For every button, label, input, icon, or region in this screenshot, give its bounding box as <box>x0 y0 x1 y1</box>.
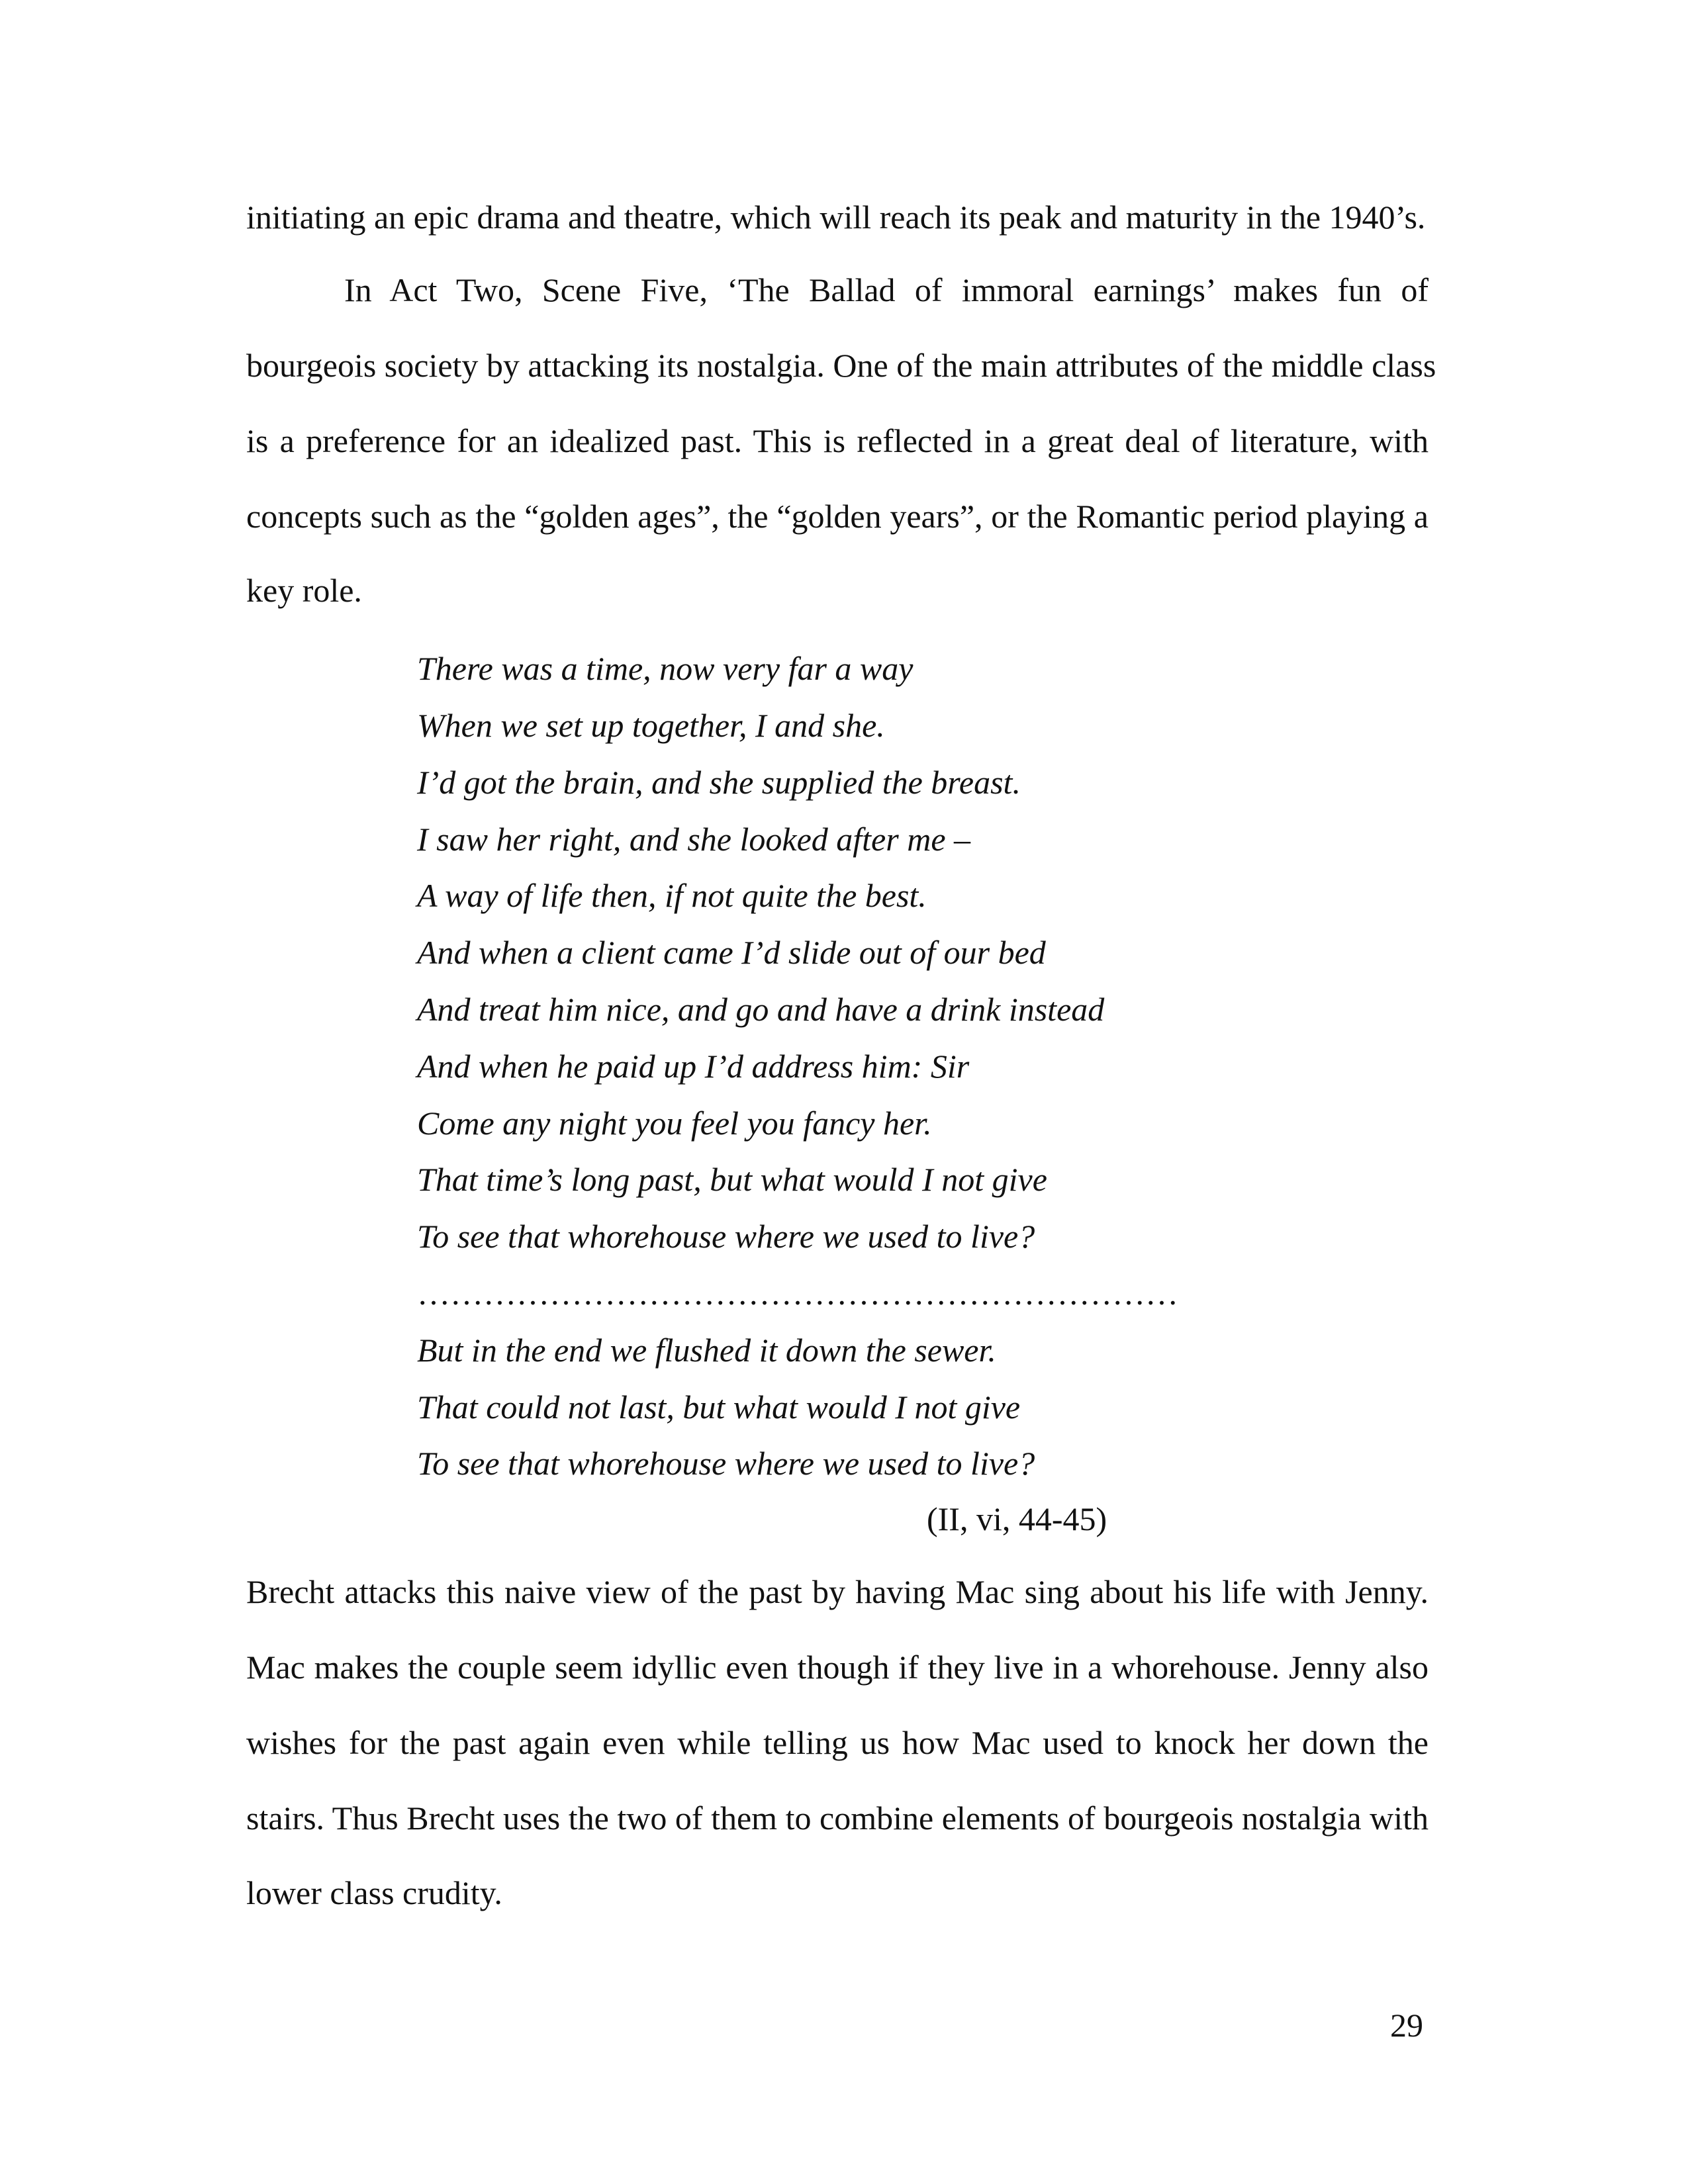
verse-line: A way of life then, if not quite the best. <box>417 877 927 914</box>
verse-line: To see that whorehouse where we used to live? <box>417 1445 1035 1482</box>
paragraph-line: Brecht attacks this naive view of the past by having Mac sing about his life with Jenny. <box>246 1573 1429 1610</box>
verse-line: To see that whorehouse where we used to live? <box>417 1218 1035 1255</box>
verse-line: There was a time, now very far a way <box>417 650 914 687</box>
paragraph-line: wishes for the past again even while telling us how Mac used to knock her down the <box>246 1724 1429 1761</box>
verse-line: That time’s long past, but what would I not give <box>417 1161 1047 1198</box>
paragraph-line: key role. <box>246 572 362 609</box>
paragraph-line: lower class crudity. <box>246 1874 502 1911</box>
verse-citation: (II, vi, 44-45) <box>927 1500 1107 1537</box>
paragraph-line: initiating an epic drama and theatre, which will reach its peak and maturity in the 1940’s. <box>246 199 1426 236</box>
paragraph-line: concepts such as the “golden ages”, the “golden years”, or the Romantic period playing a <box>246 498 1429 535</box>
verse-line: I’d got the brain, and she supplied the breast. <box>417 764 1021 801</box>
paragraph-line: Mac makes the couple seem idyllic even though if they live in a whorehouse. Jenny also <box>246 1649 1429 1686</box>
verse-line: I saw her right, and she looked after me – <box>417 821 971 858</box>
verse-line: But in the end we flushed it down the sewer. <box>417 1332 996 1369</box>
verse-line: Come any night you feel you fancy her. <box>417 1105 932 1142</box>
verse-line: That could not last, but what would I not give <box>417 1388 1021 1426</box>
paragraph-line: is a preference for an idealized past. This is reflected in a great deal of literature, with <box>246 422 1429 459</box>
verse-ellipsis: …………………………………………………………… <box>417 1275 1178 1312</box>
verse-line: And when a client came I’d slide out of our bed <box>417 934 1046 971</box>
verse-line: When we set up together, I and she. <box>417 707 885 744</box>
paragraph-line: bourgeois society by attacking its nostalgia. One of the main attributes of the middle class <box>246 347 1436 384</box>
paragraph-line: stairs. Thus Brecht uses the two of them to combine elements of bourgeois nostalgia with <box>246 1799 1429 1837</box>
verse-line: And treat him nice, and go and have a drink instead <box>417 991 1105 1028</box>
verse-line: And when he paid up I’d address him: Sir <box>417 1048 970 1085</box>
paragraph-line: In Act Two, Scene Five, ‘The Ballad of immoral earnings’ makes fun of <box>344 271 1429 308</box>
page-number: 29 <box>1390 2007 1423 2044</box>
